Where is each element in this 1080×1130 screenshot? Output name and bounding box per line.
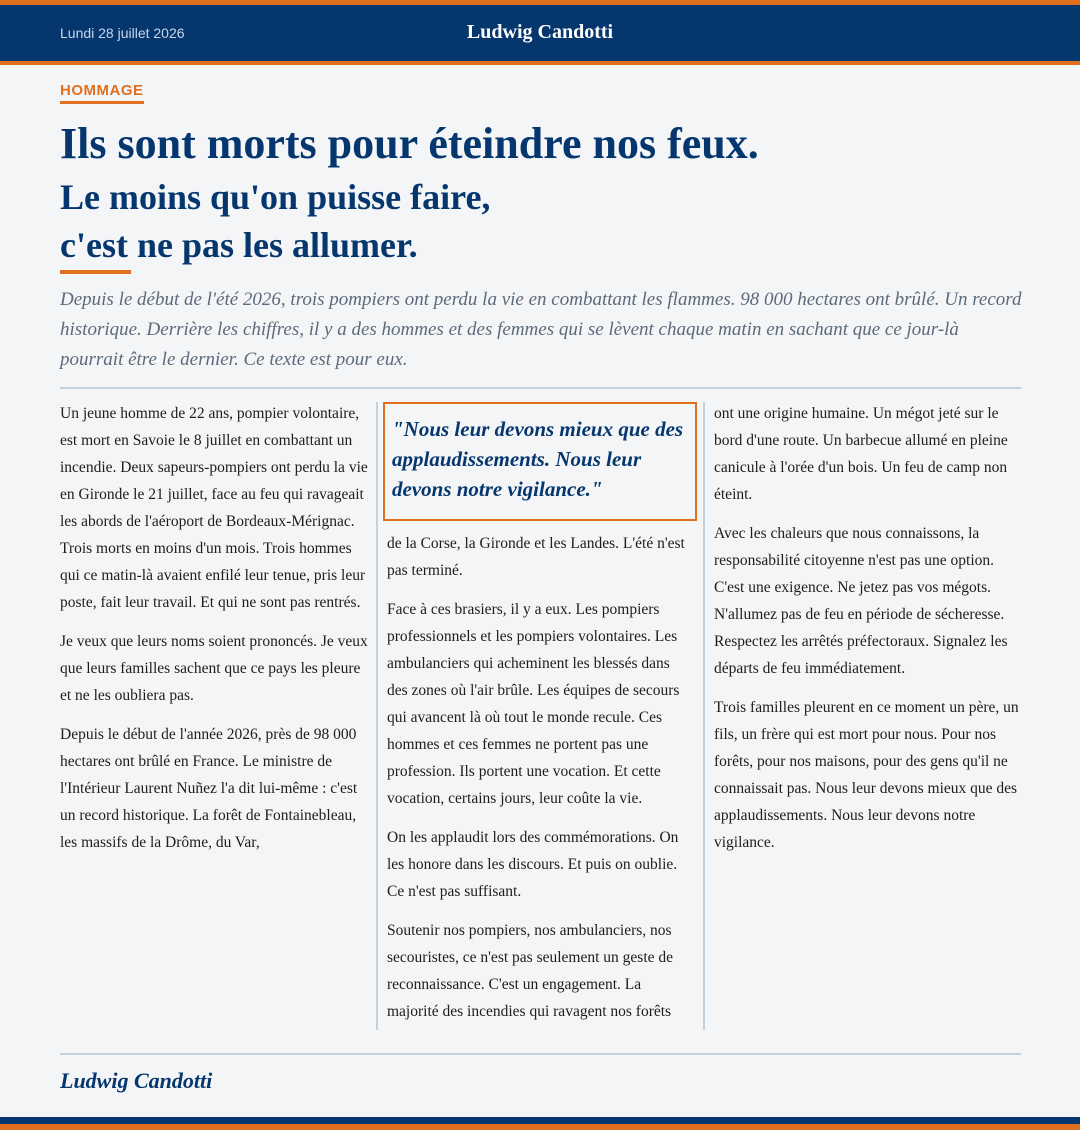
top-banner — [0, 0, 1080, 65]
headline-line-2: Le moins qu'on puisse faire, — [60, 177, 491, 217]
article-column-3 — [714, 400, 1024, 868]
paragraph: Face à ces brasiers, il y a eux. Les pompiers professionnels et les pompiers volontaires. Les ambulanciers qui acheminent les blessés dans des zones où l'air brûle. Les équipes de secours qui avancent là où tout le monde recule. Ces hommes et ces femmes ne portent pas une profession. Ils portent une vocation. Et cette vocation, certains jours, leur coûte la vie. — [387, 601, 680, 807]
pull-quote: "Nous leur devons mieux que des applaudissements. Nous leur devons notre vigilance." — [383, 402, 697, 521]
bottom-banner — [0, 1117, 1080, 1130]
headline-line-3: c'est ne pas les allumer. — [60, 225, 418, 265]
bottom-divider — [60, 1053, 1021, 1055]
paragraph: Depuis le début de l'année 2026, près de 98 000 hectares ont brûlé en France. Le ministre de l'Intérieur Laurent Nuñez l'a dit lui-même : c'est un record historique. La forêt de Fontainebleau, les massifs de la Drôme, du Var, — [60, 726, 358, 851]
column-divider — [703, 402, 705, 1030]
top-divider — [60, 387, 1021, 389]
column-divider — [376, 402, 378, 1030]
article-lede: Depuis le début de l'été 2026, trois pompiers ont perdu la vie en combattant les flammes. 98 000 hectares ont brûlé. Un record historique. Derrière les chiffres, il y a des hommes et des femmes qui se lèvent chaque matin en sachant que ce jour-là pourrait être le dernier. Ce texte est pour eux. — [60, 289, 1022, 370]
paragraph: On les applaudit lors des commémorations. On les honore dans les discours. Et puis on oublie. Ce n'est pas suffisant. — [387, 829, 679, 900]
headline-line-1: Ils sont morts pour éteindre nos feux. — [60, 119, 759, 168]
paragraph: de la Corse, la Gironde et les Landes. L'été n'est pas terminé. — [387, 535, 685, 579]
paragraph: Je veux que leurs noms soient prononcés. Je veux que leurs familles sachent que ce pays les pleure et ne les oubliera pas. — [60, 633, 368, 704]
publication-date: Lundi 28 juillet 2026 — [60, 25, 185, 41]
paragraph: ont une origine humaine. Un mégot jeté sur le bord d'une route. Un barbecue allumé en pleine canicule à l'orée d'un bois. Un feu de camp non éteint. — [714, 405, 1008, 503]
article-column-1 — [60, 400, 370, 868]
paragraph: Soutenir nos pompiers, nos ambulanciers, nos secouristes, ce n'est pas seulement un geste de reconnaissance. C'est un engagement. La majorité des incendies qui ravagent nos forêts — [387, 922, 674, 1020]
masthead-author-name: Ludwig Candotti — [466, 21, 614, 43]
section-rubric: HOMMAGE — [60, 82, 144, 104]
author-signature: Ludwig Candotti — [60, 1068, 213, 1093]
paragraph: Un jeune homme de 22 ans, pompier volontaire, est mort en Savoie le 8 juillet en combattant un incendie. Deux sapeurs-pompiers ont perdu la vie en Gironde le 21 juillet, face au feu qui ravageait les abords de l'aéroport de Bordeaux-Mérignac. Trois morts en moins d'un mois. Trois hommes qui ce matin-là avaient enfilé leur tenue, pris leur poste, fait leur travail. Et qui ne sont pas rentrés. — [60, 405, 368, 611]
article-column-2 — [387, 530, 694, 1037]
paragraph: Trois familles pleurent en ce moment un père, un fils, un frère qui est mort pour nous. Pour nos forêts, pour nos maisons, pour des gens qu'il ne connaissait pas. Nous leur devons mieux que des applaudissements. Nous leur devons notre vigilance. — [714, 699, 1019, 851]
headline-underline — [60, 270, 131, 274]
paragraph: Avec les chaleurs que nous connaissons, la responsabilité citoyenne n'est pas une option. C'est une exigence. Ne jetez pas vos mégots. N'allumez pas de feu en période de sécheresse. Respectez les arrêtés préfectoraux. Signalez les départs de feu immédiatement. — [714, 525, 1008, 677]
